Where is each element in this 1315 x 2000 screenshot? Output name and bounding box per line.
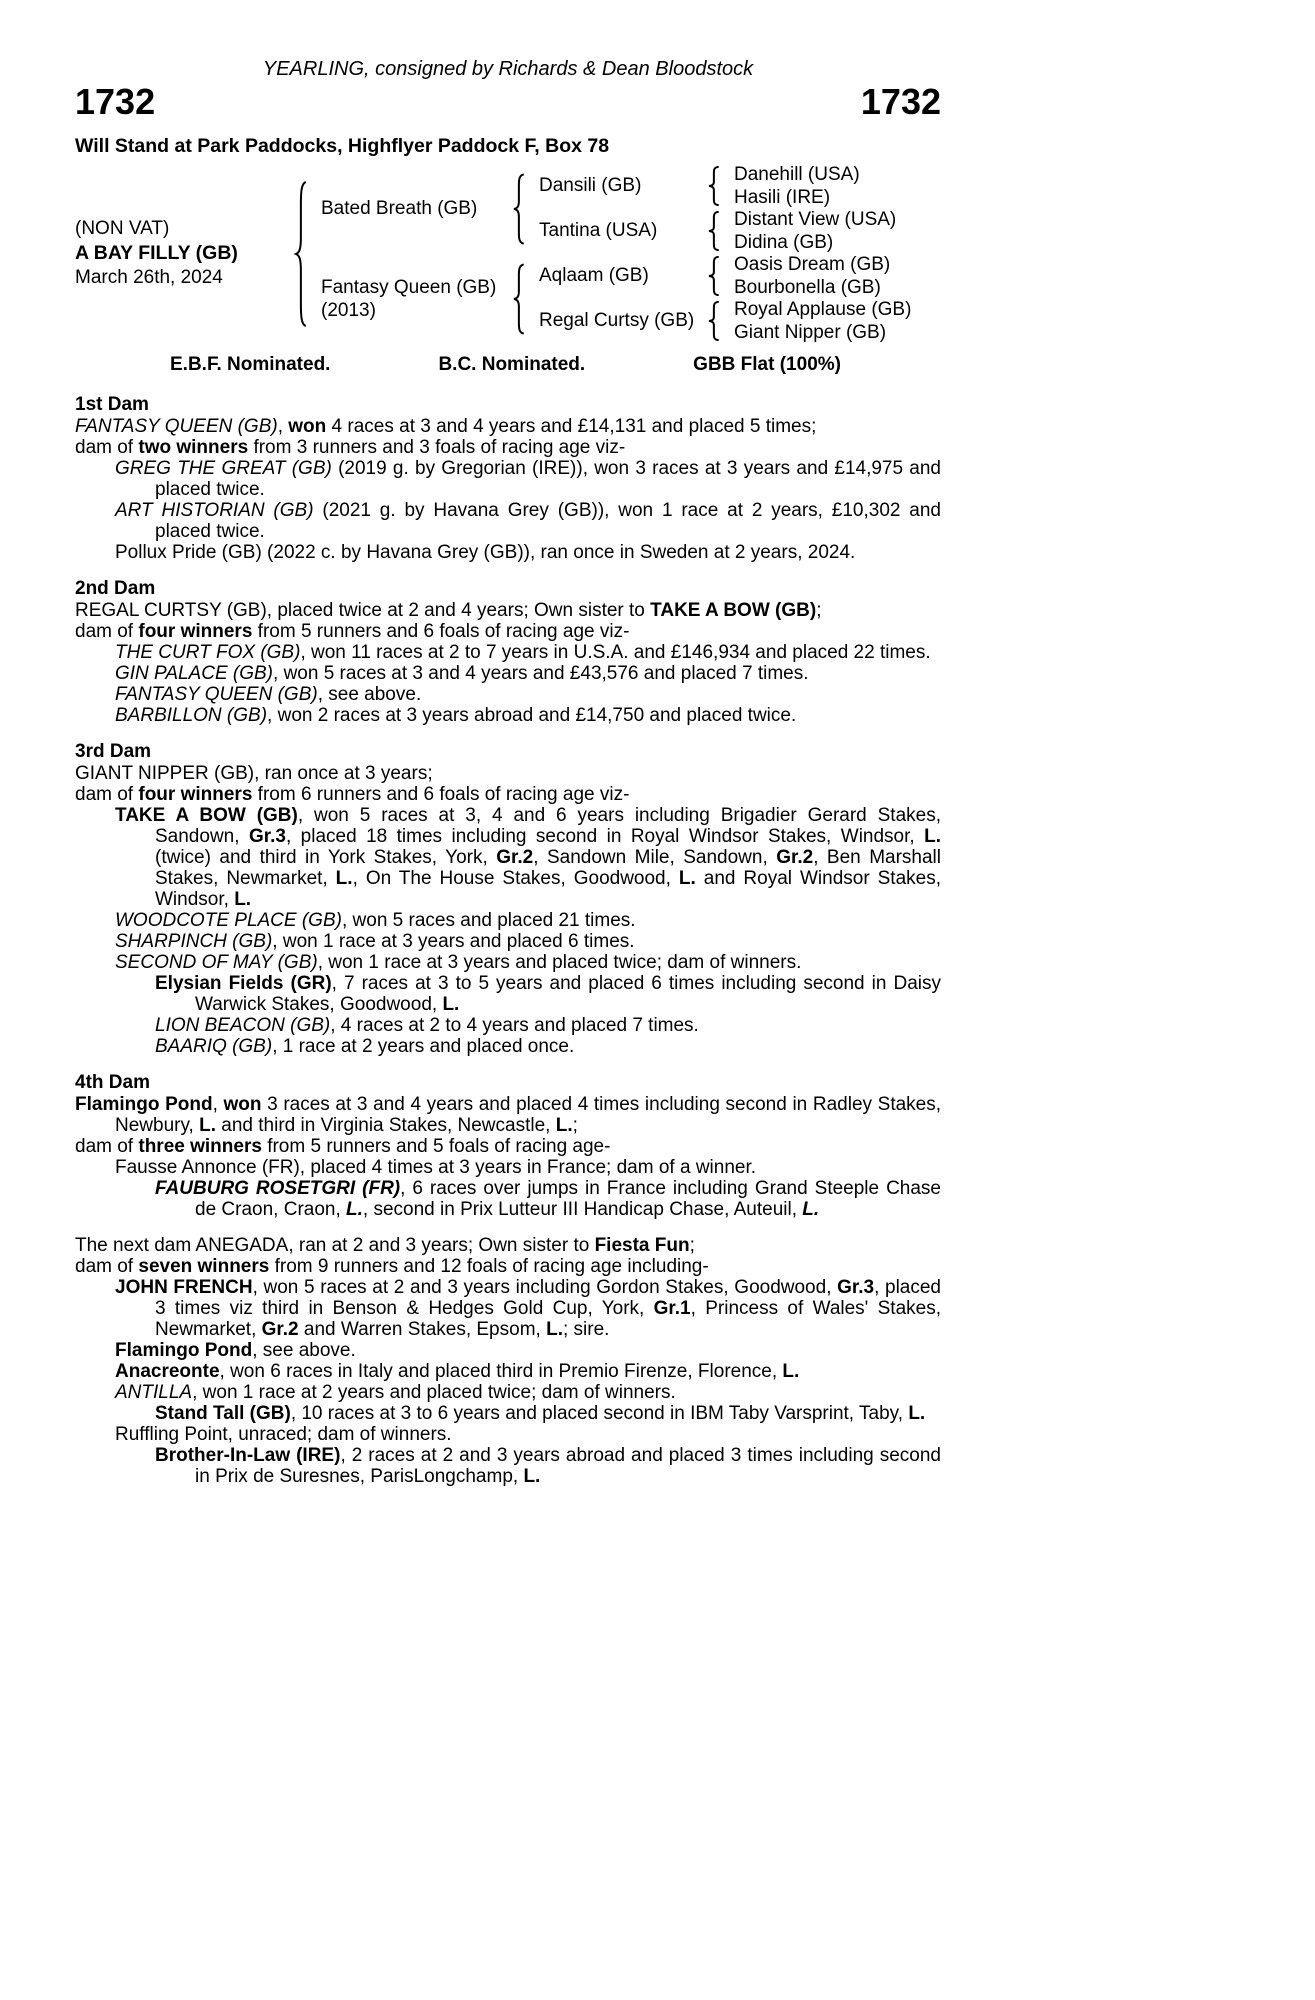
section-heading: 2nd Dam [75, 577, 156, 599]
consignor-line: YEARLING, consigned by Richards & Dean Bloodstock [262, 58, 754, 80]
brace-column-gen2 [511, 164, 533, 344]
horse-name: A BAY FILLY (GB) [75, 242, 238, 265]
generation1-column [315, 164, 511, 344]
grandsire-name: Dansili (GB) [539, 175, 642, 197]
dam-name: Fantasy Queen (GB) (2013) [321, 254, 511, 344]
text-run: , [277, 415, 289, 437]
gen3-name: Hasili (IRE) [734, 186, 831, 208]
text-run: Pollux Pride (GB) (2022 c. by Havana Grey (GB)), ran once in Sweden at 2 years, 2024. [115, 541, 856, 563]
ebf-nominated-label: E.B.F. Nominated. [170, 353, 331, 375]
text-run: Gr.3 [248, 825, 286, 847]
dam-section [75, 741, 941, 1057]
pedigree-paragraph [75, 1015, 941, 1036]
dam-year: (2013) [321, 299, 376, 321]
text-run: L. [802, 1198, 820, 1220]
pedigree-paragraph [75, 763, 941, 784]
pedigree-paragraph [75, 542, 941, 563]
text-run: ANTILLA [115, 1381, 193, 1403]
pedigree-paragraph [75, 1036, 941, 1057]
text-run: THE CURT FOX (GB) [115, 641, 301, 663]
text-run: , 2 races at 2 and 3 years abroad and placed 3 times including second in Prix de Suresnes, ParisLongchamp, [195, 1444, 941, 1487]
text-run: TAKE A BOW (GB) [650, 599, 817, 621]
text-run: Ruffling Point, unraced; dam of winners. [115, 1423, 452, 1445]
text-run: ART HISTORIAN (GB) [115, 499, 314, 521]
text-run: , won 1 race at 2 years and placed twice; dam of winners. [192, 1381, 676, 1403]
text-run: , won 1 race at 3 years and placed 6 times. [272, 930, 635, 952]
gen3-name: Distant View (USA) [734, 209, 897, 231]
pedigree-paragraph [75, 973, 941, 1015]
text-run: dam of [75, 783, 139, 805]
text-run: L. [678, 867, 696, 889]
text-run: dam of [75, 1255, 139, 1277]
gen3-name: Bourbonella (GB) [734, 276, 881, 298]
text-run: (2021 g. by Havana Grey (GB)), won 1 race at 2 years, £10,302 and placed twice. [155, 499, 941, 542]
pedigree-paragraph [75, 1445, 941, 1487]
bc-nominated-label: B.C. Nominated. [438, 353, 586, 375]
text-run: L. [199, 1114, 217, 1136]
text-run: REGAL CURTSY (GB), placed twice at 2 and 4 years; Own sister to [75, 599, 651, 621]
gen3-brace [706, 211, 721, 251]
text-run: 4 races at 3 and 4 years and £14,131 and placed 5 times; [326, 415, 817, 437]
text-run: Gr.2 [776, 846, 814, 868]
brace-slot [511, 254, 533, 344]
text-run: L. [234, 888, 252, 910]
text-run: won [288, 415, 327, 437]
gen3-brace [706, 256, 721, 296]
text-run: Gr.2 [496, 846, 534, 868]
text-run: Gr.1 [653, 1297, 691, 1319]
text-run: (twice) and third in York Stakes, York, [155, 846, 497, 868]
text-run: and Warren Stakes, Epsom, [298, 1318, 547, 1340]
brace-column-main [293, 164, 315, 344]
gen3-brace [706, 301, 721, 341]
text-run: won [223, 1093, 262, 1115]
text-run: Fausse Annonce (FR), placed 4 times at 3 years in France; dam of a winner. [115, 1156, 757, 1178]
text-run: SECOND OF MAY (GB) [115, 951, 318, 973]
text-run: and third in Virginia Stakes, Newcastle, [216, 1114, 556, 1136]
text-run: (2019 g. by Gregorian (IRE)), won 3 races at 3 years and £14,975 and placed twice. [155, 457, 941, 500]
text-run: JOHN FRENCH [115, 1276, 253, 1298]
pedigree-text [75, 394, 941, 1487]
pedigree-paragraph [75, 1382, 941, 1403]
brace-slot [293, 164, 315, 344]
text-run: from 5 runners and 5 foals of racing age- [261, 1135, 611, 1157]
sire-brace [511, 173, 526, 245]
pedigree-paragraph [75, 1403, 941, 1424]
text-run: , won 5 races at 3, 4 and 6 years including Brigadier Gerard Stakes, Sandown, [155, 804, 941, 847]
generation2-column [533, 164, 706, 344]
text-run: FAUBURG ROSETGRI (FR) [155, 1177, 401, 1199]
text-run: Gr.3 [837, 1276, 875, 1298]
dam-brace [511, 263, 526, 335]
section-heading: 4th Dam [75, 1071, 150, 1093]
text-run: , On The House Stakes, Goodwood, [352, 867, 679, 889]
section-heading: 3rd Dam [75, 740, 152, 762]
text-run: BARBILLON (GB) [115, 704, 268, 726]
text-run: , won 2 races at 3 years abroad and £14,750 and placed twice. [267, 704, 797, 726]
text-run: The next dam ANEGADA, ran at 2 and 3 years; Own sister to [75, 1234, 595, 1256]
pedigree-paragraph [75, 500, 941, 542]
text-run: L. [908, 1402, 926, 1424]
gbb-flat-label: GBB Flat (100%) [693, 353, 841, 375]
pedigree-paragraph [75, 1340, 941, 1361]
pedigree-paragraph [75, 600, 941, 621]
text-run: , won 11 races at 2 to 7 years in U.S.A. and £146,934 and placed 22 times. [300, 641, 931, 663]
text-run: , Princess of Wales' Stakes, Newmarket, [155, 1297, 941, 1340]
text-run: , placed 3 times viz third in Benson & Hedges Gold Cup, York, [155, 1276, 941, 1319]
dam-section [75, 394, 941, 563]
pedigree-paragraph [75, 1424, 941, 1445]
horse-info-block [75, 164, 293, 344]
pedigree-paragraph [75, 1178, 941, 1220]
brace-slot [706, 209, 728, 254]
text-run: Anacreonte [115, 1360, 220, 1382]
pedigree-paragraph [75, 1361, 941, 1382]
text-run: , 10 races at 3 to 6 years and placed second in IBM Taby Varsprint, Taby, [290, 1402, 909, 1424]
pedigree-paragraph [75, 621, 941, 642]
text-run: and Royal Windsor Stakes, Windsor, [155, 867, 941, 910]
text-run: , placed 18 times including second in Royal Windsor Stakes, Windsor, [285, 825, 925, 847]
text-run: two winners [138, 436, 249, 458]
text-run: , see above. [317, 683, 422, 705]
stand-location-line: Will Stand at Park Paddocks, Highflyer Paddock F, Box 78 [75, 134, 610, 157]
generation3-column [728, 164, 938, 344]
lot-number-right: 1732 [860, 81, 941, 122]
text-run: , 4 races at 2 to 4 years and placed 7 times. [330, 1014, 699, 1036]
pedigree-paragraph [75, 642, 941, 663]
section-heading: 1st Dam [75, 393, 149, 415]
text-run: seven winners [138, 1255, 270, 1277]
text-run: dam of [75, 620, 139, 642]
brace-slot [706, 254, 728, 299]
pedigree-paragraph [75, 784, 941, 805]
brace-slot [706, 164, 728, 209]
gen3-brace [706, 166, 721, 206]
granddam-name: Tantina (USA) [539, 220, 658, 242]
text-run: four winners [138, 783, 253, 805]
text-run: Gr.2 [261, 1318, 299, 1340]
pedigree-paragraph [75, 1157, 941, 1178]
text-run: BAARIQ (GB) [155, 1035, 273, 1057]
foal-date: March 26th, 2024 [75, 267, 223, 289]
text-run: L. [335, 867, 353, 889]
text-run: ; [689, 1234, 695, 1256]
text-run: L. [346, 1198, 363, 1220]
dam-section [75, 1072, 941, 1220]
text-run: , Ben Marshall Stakes, Newmarket, [155, 846, 941, 889]
pedigree-main-brace [293, 179, 308, 329]
pedigree-paragraph [75, 931, 941, 952]
grandsire-name: Aqlaam (GB) [539, 265, 649, 287]
text-run: ; [816, 599, 822, 621]
text-run: Stand Tall (GB) [155, 1402, 291, 1424]
text-run: from 6 runners and 6 foals of racing age viz- [252, 783, 630, 805]
text-run: from 3 runners and 3 foals of racing age viz- [248, 436, 626, 458]
text-run: GREG THE GREAT (GB) [115, 457, 332, 479]
text-run: GIANT NIPPER (GB), ran once at 3 years; [75, 762, 433, 784]
dam-section [75, 1235, 941, 1487]
text-run: 3 races at 3 and 4 years and placed 4 times including second in Radley Stakes, Newbury, [115, 1093, 942, 1136]
text-run: WOODCOTE PLACE (GB) [115, 909, 342, 931]
text-run: Fiesta Fun [594, 1234, 690, 1256]
text-run: L. [555, 1114, 573, 1136]
gen3-name: Giant Nipper (GB) [734, 321, 887, 343]
dam-section [75, 578, 941, 726]
pedigree-paragraph [75, 705, 941, 726]
text-run: FANTASY QUEEN (GB) [75, 415, 278, 437]
text-run: dam of [75, 436, 139, 458]
nominations-row [75, 354, 941, 376]
text-run: , won 5 races at 2 and 3 years including Gordon Stakes, Goodwood, [252, 1276, 838, 1298]
text-run: , second in Prix Lutteur III Handicap Chase, Auteuil, [362, 1198, 803, 1220]
text-run: L. [546, 1318, 563, 1340]
text-run: , Sandown Mile, Sandown, [533, 846, 777, 868]
text-run: ; sire. [562, 1318, 610, 1340]
text-run: Flamingo Pond [75, 1093, 213, 1115]
pedigree-paragraph [75, 1136, 941, 1157]
text-run: L. [523, 1465, 541, 1487]
text-run: , won 6 races in Italy and placed third in Premio Firenze, Florence, [219, 1360, 783, 1382]
text-run: L. [782, 1360, 800, 1382]
pedigree-paragraph [75, 458, 941, 500]
text-run: FANTASY QUEEN (GB) [115, 683, 318, 705]
gen3-name: Danehill (USA) [734, 164, 860, 186]
text-run: , won 1 race at 3 years and placed twice; dam of winners. [317, 951, 802, 973]
brace-slot [511, 164, 533, 254]
pedigree-paragraph [75, 805, 941, 910]
text-run: L. [442, 993, 460, 1015]
brace-column-gen3 [706, 164, 728, 344]
text-run: from 5 runners and 6 foals of racing age viz- [252, 620, 630, 642]
pedigree-chart [75, 164, 941, 344]
lot-number-row [75, 83, 941, 121]
gen3-name: Oasis Dream (GB) [734, 254, 891, 276]
text-run: , see above. [252, 1339, 356, 1361]
pedigree-paragraph [75, 1277, 941, 1340]
text-run: , 7 races at 3 to 5 years and placed 6 times including second in Daisy Warwick Stakes, Goodwood, [195, 972, 941, 1015]
text-run: ; [572, 1114, 578, 1136]
text-run: Elysian Fields (GR) [155, 972, 332, 994]
brace-slot [706, 299, 728, 344]
text-run: three winners [138, 1135, 262, 1157]
text-run: Brother-In-Law (IRE) [155, 1444, 341, 1466]
text-run: LION BEACON (GB) [155, 1014, 331, 1036]
pedigree-paragraph [75, 910, 941, 931]
text-run: Flamingo Pond [115, 1339, 253, 1361]
pedigree-paragraph [75, 1235, 941, 1256]
text-run: , won 5 races and placed 21 times. [341, 909, 636, 931]
text-run: four winners [138, 620, 253, 642]
text-run: , won 5 races at 3 and 4 years and £43,576 and placed 7 times. [273, 662, 809, 684]
pedigree-paragraph [75, 437, 941, 458]
text-run: GIN PALACE (GB) [115, 662, 274, 684]
text-run: TAKE A BOW (GB) [115, 804, 298, 826]
text-run: SHARPINCH (GB) [115, 930, 273, 952]
vat-status: (NON VAT) [75, 218, 170, 240]
pedigree-paragraph [75, 684, 941, 705]
lot-number-left: 1732 [75, 81, 156, 122]
sire-name: Bated Breath (GB) [321, 198, 478, 220]
pedigree-paragraph [75, 663, 941, 684]
text-run: , 1 race at 2 years and placed once. [272, 1035, 575, 1057]
page-content [75, 58, 941, 1487]
text-run: , [212, 1093, 224, 1115]
granddam-name: Regal Curtsy (GB) [539, 310, 695, 332]
text-run: from 9 runners and 12 foals of racing age including- [269, 1255, 709, 1277]
text-run: L. [924, 825, 941, 847]
gen3-name: Didina (GB) [734, 231, 834, 253]
text-run: , 6 races over jumps in France including Grand Steeple Chase de Craon, Craon, [195, 1177, 941, 1220]
pedigree-paragraph [75, 1256, 941, 1277]
pedigree-paragraph [75, 416, 941, 437]
gen3-name: Royal Applause (GB) [734, 299, 912, 321]
pedigree-paragraph [75, 1094, 941, 1136]
text-run: dam of [75, 1135, 139, 1157]
pedigree-paragraph [75, 952, 941, 973]
